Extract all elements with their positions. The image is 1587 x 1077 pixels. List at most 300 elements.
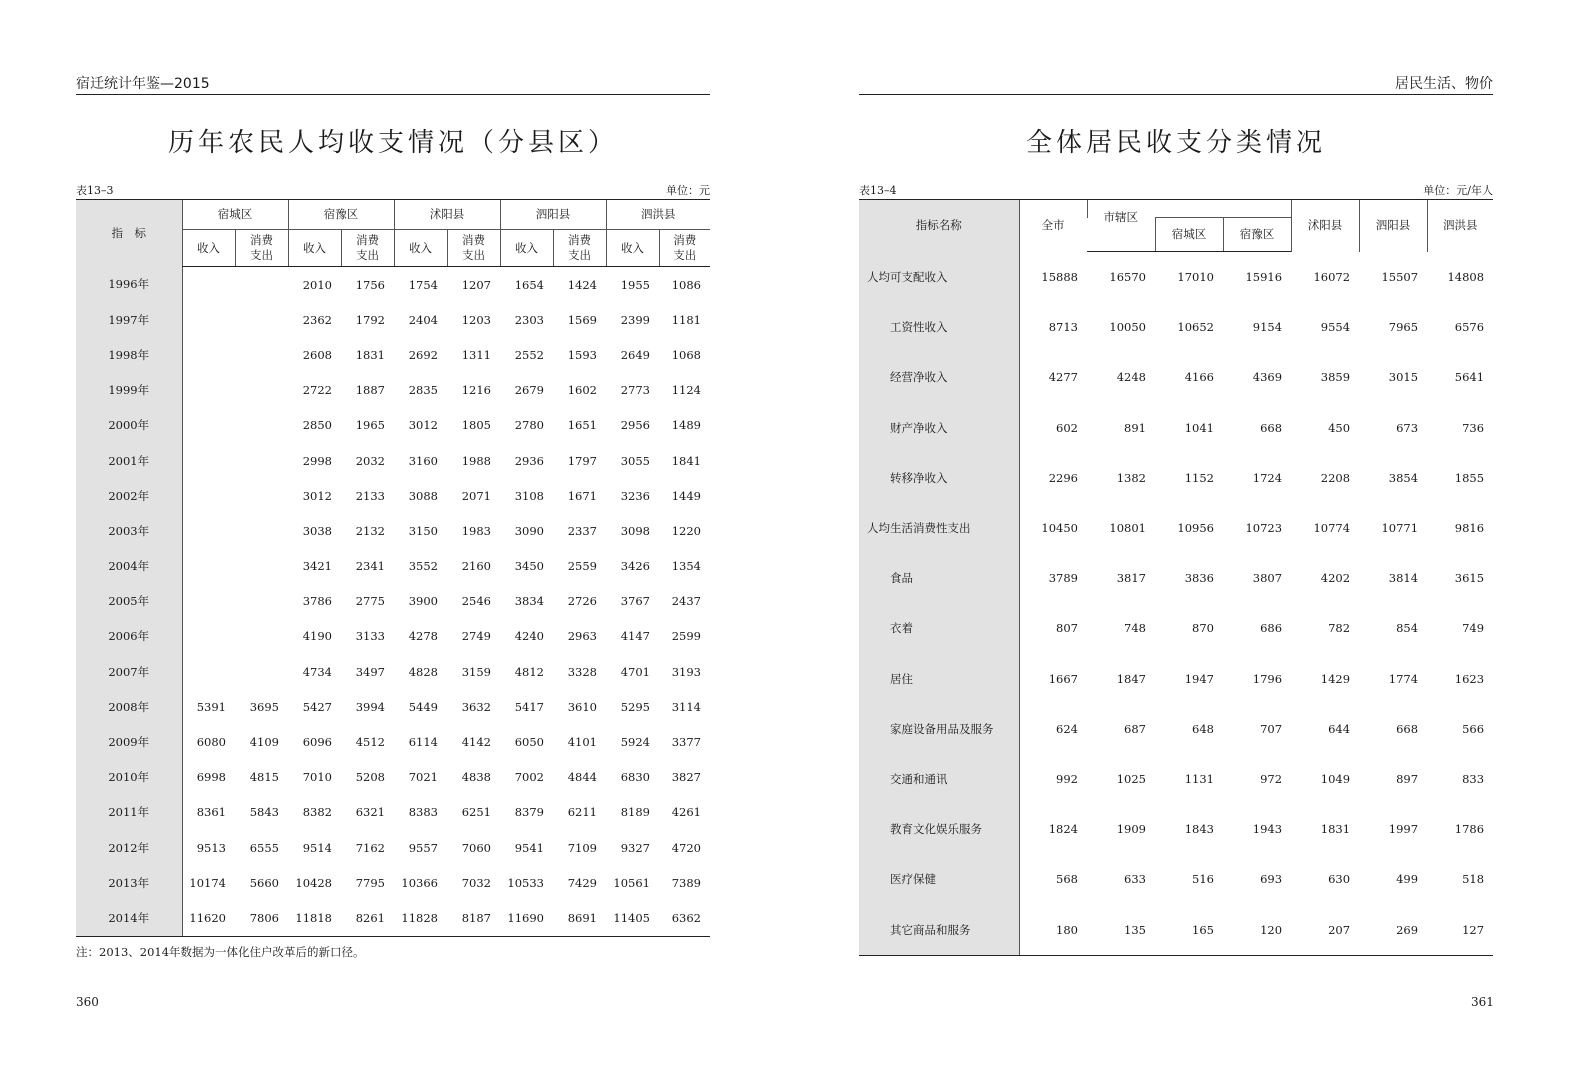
row-label-year: 1996年 (76, 267, 182, 303)
expense-cell: 3632 (461, 699, 491, 714)
expense-cell: 4720 (671, 840, 701, 855)
table-row (859, 403, 1493, 453)
header-rule (76, 94, 710, 95)
income-cell: 5417 (514, 699, 544, 714)
expense-cell: 1988 (461, 453, 491, 468)
income-cell: 5924 (620, 735, 650, 750)
expense-cell: 4142 (461, 735, 491, 750)
value-cell: 1796 (1252, 671, 1283, 686)
running-header: 宿迁统计年鉴—2015 (76, 76, 210, 92)
value-cell: 207 (1291, 904, 1359, 955)
value-cell: 633 (1124, 872, 1146, 887)
expense-cell: 3133 (355, 629, 385, 644)
income-cell: 3108 (514, 488, 544, 503)
table-number: 表13–4 (859, 184, 897, 197)
income-cell: 5295 (620, 699, 650, 714)
row-label-year: 2013年 (76, 865, 182, 900)
row-label-year: 2001年 (76, 443, 182, 478)
farmer-income-table (76, 199, 710, 937)
row-label-year: 2011年 (76, 795, 182, 830)
value-cell: 10450 (1041, 521, 1078, 536)
expense-cell: 6321 (355, 805, 385, 820)
value-cell: 736 (1462, 420, 1485, 435)
income-cell: 2362 (302, 312, 332, 327)
income-cell: 10366 (401, 875, 438, 890)
expense-cell: 3193 (671, 664, 701, 679)
income-cell: 8383 (408, 805, 438, 820)
table-row (859, 302, 1493, 352)
expense-cell (235, 619, 288, 654)
value-cell: 3789 (1048, 571, 1078, 586)
district-header: 宿豫区 (288, 200, 394, 230)
income-cell: 7021 (408, 770, 438, 785)
expense-cell: 7060 (461, 840, 491, 855)
value-cell: 7965 (1388, 320, 1419, 335)
expense-cell: 2071 (461, 488, 491, 503)
income-cell: 9514 (302, 840, 332, 855)
header-rule (859, 94, 1493, 95)
value-cell: 120 (1223, 904, 1291, 955)
income-cell: 3421 (302, 559, 332, 574)
income-cell: 2956 (620, 418, 650, 433)
income-cell: 8361 (196, 805, 226, 820)
expense-cell: 2337 (567, 523, 597, 538)
value-cell: 1049 (1320, 771, 1351, 786)
income-cell (182, 443, 235, 478)
expense-cell: 4261 (671, 805, 701, 820)
value-cell: 1843 (1184, 822, 1214, 837)
col-header-siyang: 泗阳县 (1359, 200, 1427, 252)
value-cell: 668 (1260, 420, 1283, 435)
income-cell: 4812 (514, 664, 544, 679)
income-cell: 3426 (620, 559, 650, 574)
expense-cell: 1887 (355, 383, 385, 398)
unit-label: 单位：元/年人 (1423, 184, 1493, 197)
table-row (859, 704, 1493, 754)
expense-cell: 1311 (461, 347, 491, 362)
income-cell (182, 619, 235, 654)
expense-cell: 7806 (235, 900, 288, 936)
expense-cell: 2341 (355, 559, 385, 574)
value-cell: 1786 (1454, 822, 1485, 837)
expense-cell: 7429 (567, 875, 597, 890)
value-cell: 10771 (1381, 521, 1419, 536)
expense-cell: 6555 (249, 840, 279, 855)
value-cell: 4248 (1116, 370, 1146, 385)
table-row (76, 337, 710, 372)
income-cell: 11690 (500, 900, 553, 936)
value-cell: 499 (1396, 872, 1419, 887)
value-cell: 10956 (1177, 521, 1214, 536)
value-cell: 992 (1056, 771, 1078, 786)
income-cell: 2773 (620, 383, 650, 398)
expense-cell: 6362 (659, 900, 710, 936)
expense-cell: 1602 (567, 383, 597, 398)
income-cell: 5427 (302, 699, 332, 714)
income-cell: 4278 (408, 629, 438, 644)
expense-cell: 4512 (355, 735, 385, 750)
expense-cell: 2559 (567, 559, 597, 574)
value-cell: 1774 (1388, 671, 1419, 686)
expense-cell (235, 337, 288, 372)
expense-cell: 3159 (461, 664, 491, 679)
row-label-indicator: 工资性收入 (859, 302, 1019, 352)
income-cell: 2679 (514, 383, 544, 398)
page-number: 360 (76, 995, 99, 1009)
expense-subheader: 消费支出 (447, 230, 500, 267)
value-cell: 3817 (1116, 571, 1146, 586)
col-header-sucheng: 宿城区 (1155, 218, 1223, 252)
income-cell: 5449 (408, 699, 438, 714)
table-row (859, 804, 1493, 854)
expense-subheader: 消费支出 (659, 230, 710, 267)
income-cell: 3834 (514, 594, 544, 609)
expense-cell: 1489 (671, 418, 701, 433)
expense-cell (235, 373, 288, 408)
table-row (76, 373, 710, 408)
income-cell: 1654 (514, 277, 544, 292)
income-subheader: 收入 (394, 230, 447, 267)
table-row (76, 760, 710, 795)
table-row (859, 854, 1493, 904)
income-cell (182, 408, 235, 443)
row-label-indicator: 转移净收入 (859, 453, 1019, 503)
income-cell: 2303 (514, 312, 544, 327)
expense-cell: 1805 (461, 418, 491, 433)
row-label-year: 2008年 (76, 689, 182, 724)
income-cell: 1754 (408, 277, 438, 292)
expense-cell: 1651 (567, 418, 597, 433)
expense-cell: 4838 (461, 770, 491, 785)
expense-cell: 1831 (355, 347, 385, 362)
value-cell: 668 (1396, 721, 1419, 736)
income-cell: 5391 (196, 699, 226, 714)
income-cell: 3236 (620, 488, 650, 503)
income-cell: 3088 (408, 488, 438, 503)
table-row (859, 654, 1493, 704)
income-cell: 9557 (408, 840, 438, 855)
expense-cell (235, 443, 288, 478)
income-cell: 2850 (302, 418, 332, 433)
value-cell: 749 (1462, 621, 1485, 636)
value-cell: 1855 (1454, 470, 1485, 485)
table-row (76, 619, 710, 654)
expense-cell: 2160 (461, 559, 491, 574)
expense-cell: 1086 (671, 277, 701, 292)
value-cell: 687 (1124, 721, 1146, 736)
income-cell: 3900 (408, 594, 438, 609)
expense-cell: 2032 (355, 453, 385, 468)
value-cell: 16570 (1109, 270, 1146, 285)
value-cell: 9816 (1454, 521, 1485, 536)
income-cell: 8379 (514, 805, 544, 820)
expense-cell: 1965 (355, 418, 385, 433)
expense-cell: 3827 (671, 770, 701, 785)
col-header-shuyang: 沭阳县 (1291, 200, 1359, 252)
income-cell (182, 267, 235, 303)
income-cell: 6096 (302, 735, 332, 750)
value-cell: 180 (1019, 904, 1087, 955)
value-cell: 1623 (1454, 671, 1485, 686)
row-label-indicator: 人均生活消费性支出 (859, 503, 1019, 553)
income-cell: 10561 (613, 875, 650, 890)
income-cell (182, 549, 235, 584)
expense-cell: 7109 (567, 840, 597, 855)
expense-cell: 3377 (671, 735, 701, 750)
value-cell: 9554 (1320, 320, 1351, 335)
row-label-year: 2005年 (76, 584, 182, 619)
income-cell (182, 584, 235, 619)
value-cell: 3015 (1388, 370, 1419, 385)
expense-cell: 8187 (447, 900, 500, 936)
income-subheader: 收入 (288, 230, 341, 267)
expense-cell: 1181 (671, 312, 701, 327)
value-cell: 1429 (1320, 671, 1351, 686)
table-row (76, 443, 710, 478)
expense-cell: 4844 (567, 770, 597, 785)
col-header-urban: 市辖区 (1087, 200, 1291, 218)
value-cell: 854 (1396, 621, 1419, 636)
table-row (76, 408, 710, 443)
income-cell: 7002 (514, 770, 544, 785)
value-cell: 1997 (1388, 822, 1419, 837)
value-cell: 3836 (1184, 571, 1214, 586)
income-cell: 6080 (196, 735, 226, 750)
expense-cell: 4109 (249, 735, 279, 750)
table-row (859, 553, 1493, 603)
value-cell: 450 (1328, 420, 1351, 435)
expense-cell (235, 513, 288, 548)
table-row (76, 267, 710, 303)
income-cell (182, 337, 235, 372)
expense-cell: 1449 (671, 488, 701, 503)
table-row (76, 584, 710, 619)
expense-cell: 3114 (671, 699, 701, 714)
table-row (859, 352, 1493, 402)
row-label-year: 2000年 (76, 408, 182, 443)
table-row (76, 549, 710, 584)
income-cell: 3055 (620, 453, 650, 468)
value-cell: 15507 (1381, 269, 1419, 284)
row-label-indicator: 教育文化娱乐服务 (859, 804, 1019, 854)
value-cell: 135 (1087, 904, 1155, 955)
col-header-city: 全市 (1019, 200, 1087, 252)
value-cell: 1909 (1116, 822, 1146, 837)
table-row (76, 865, 710, 900)
income-cell: 11818 (288, 900, 341, 936)
row-label-year: 2010年 (76, 760, 182, 795)
table-row (76, 478, 710, 513)
row-label-indicator: 居住 (859, 654, 1019, 704)
value-cell: 14808 (1447, 269, 1485, 284)
value-cell: 10801 (1109, 521, 1146, 536)
income-cell: 2835 (408, 383, 438, 398)
income-cell: 3098 (620, 523, 650, 538)
expense-cell (235, 549, 288, 584)
value-cell: 624 (1056, 721, 1078, 736)
col-header-sihong: 泗洪县 (1427, 200, 1493, 252)
expense-cell: 2749 (461, 629, 491, 644)
income-cell: 2399 (620, 312, 650, 327)
table-row (859, 603, 1493, 653)
value-cell: 897 (1396, 771, 1419, 786)
expense-cell: 1216 (461, 383, 491, 398)
income-cell: 11620 (182, 900, 235, 936)
income-cell: 2692 (408, 347, 438, 362)
value-cell: 972 (1260, 771, 1283, 786)
income-cell: 4240 (514, 629, 544, 644)
income-cell: 3160 (408, 453, 438, 468)
value-cell: 3859 (1320, 370, 1351, 385)
expense-cell (235, 584, 288, 619)
expense-cell: 8261 (341, 900, 394, 936)
income-cell: 4701 (620, 664, 650, 679)
expense-cell: 6251 (461, 805, 491, 820)
value-cell: 516 (1192, 872, 1214, 887)
income-cell: 3786 (302, 594, 332, 609)
expense-cell: 1756 (355, 277, 385, 292)
right-page (790, 0, 1587, 1077)
expense-cell: 4815 (249, 770, 279, 785)
value-cell: 748 (1124, 621, 1146, 636)
income-cell: 3012 (302, 488, 332, 503)
expense-cell: 8691 (553, 900, 606, 936)
value-cell: 566 (1462, 721, 1485, 736)
income-cell: 7010 (302, 770, 332, 785)
value-cell: 693 (1260, 872, 1283, 887)
expense-cell (235, 408, 288, 443)
expense-cell: 1424 (567, 277, 597, 292)
expense-cell: 2726 (567, 594, 597, 609)
expense-cell: 4101 (567, 735, 597, 750)
expense-cell: 1841 (671, 453, 701, 468)
value-cell: 673 (1396, 420, 1419, 435)
expense-cell: 6211 (567, 805, 597, 820)
value-cell: 1831 (1320, 822, 1351, 837)
income-cell: 3038 (302, 523, 332, 538)
expense-cell: 1792 (355, 312, 385, 327)
income-cell: 2649 (620, 347, 650, 362)
expense-cell: 1354 (671, 559, 701, 574)
income-cell: 3150 (408, 523, 438, 538)
stub-header: 指标名称 (859, 200, 1019, 252)
income-cell: 8189 (620, 805, 650, 820)
income-cell: 3450 (514, 559, 544, 574)
page-number: 361 (1471, 995, 1494, 1009)
expense-cell (235, 302, 288, 337)
table-row (859, 453, 1493, 503)
income-cell (182, 654, 235, 689)
income-cell: 2010 (302, 277, 332, 292)
value-cell: 630 (1328, 872, 1351, 887)
value-cell: 602 (1056, 420, 1078, 435)
value-cell: 891 (1124, 420, 1146, 435)
value-cell: 1667 (1048, 671, 1078, 686)
value-cell: 870 (1192, 621, 1214, 636)
income-subheader: 收入 (182, 230, 235, 267)
value-cell: 644 (1328, 721, 1351, 736)
value-cell: 1382 (1116, 470, 1146, 485)
value-cell: 10723 (1245, 521, 1283, 536)
value-cell: 1824 (1048, 822, 1078, 837)
table-row (76, 900, 710, 936)
income-cell: 6050 (514, 735, 544, 750)
expense-cell (235, 478, 288, 513)
value-cell: 3807 (1252, 571, 1283, 586)
value-cell: 6576 (1454, 320, 1485, 335)
value-cell: 1025 (1116, 771, 1146, 786)
expense-cell: 2132 (355, 523, 385, 538)
value-cell: 1131 (1184, 771, 1214, 786)
income-cell: 3090 (514, 523, 544, 538)
value-cell: 3615 (1454, 571, 1485, 586)
row-label-year: 2002年 (76, 478, 182, 513)
value-cell: 8713 (1048, 320, 1078, 335)
expense-cell: 7162 (355, 840, 385, 855)
income-cell: 6998 (196, 770, 226, 785)
value-cell: 16072 (1313, 269, 1351, 284)
value-cell: 10774 (1313, 521, 1351, 536)
expense-cell: 3695 (249, 699, 279, 714)
expense-cell: 1068 (671, 347, 701, 362)
expense-subheader: 消费支出 (235, 230, 288, 267)
expense-subheader: 消费支出 (341, 230, 394, 267)
income-cell: 4734 (302, 664, 332, 679)
income-cell: 3012 (408, 418, 438, 433)
income-cell: 2780 (514, 418, 544, 433)
table-number: 表13–3 (76, 184, 114, 197)
district-header: 沭阳县 (394, 200, 500, 230)
value-cell: 4369 (1252, 370, 1283, 385)
income-cell: 4147 (620, 629, 650, 644)
row-label-indicator: 经营净收入 (859, 352, 1019, 402)
income-cell: 6114 (408, 735, 438, 750)
expense-cell: 1203 (461, 312, 491, 327)
income-cell: 4828 (408, 664, 438, 679)
table-row (76, 302, 710, 337)
page-title: 历年农民人均收支情况（分县区） (167, 128, 618, 158)
expense-cell: 7032 (461, 875, 491, 890)
value-cell: 269 (1359, 904, 1427, 955)
table-note: 注：2013、2014年数据为一体化住户改革后的新口径。 (76, 945, 365, 959)
left-page (0, 0, 790, 1077)
value-cell: 4166 (1184, 370, 1214, 385)
expense-cell: 1124 (671, 383, 701, 398)
expense-subheader: 消费支出 (553, 230, 606, 267)
income-cell: 3552 (408, 559, 438, 574)
value-cell: 3854 (1388, 470, 1419, 485)
stub-header: 指 标 (76, 200, 182, 267)
value-cell: 782 (1328, 621, 1351, 636)
income-cell (182, 478, 235, 513)
value-cell: 2208 (1320, 470, 1351, 485)
expense-cell: 1593 (567, 347, 597, 362)
income-subheader: 收入 (500, 230, 553, 267)
row-label-year: 2006年 (76, 619, 182, 654)
income-cell: 6830 (620, 770, 650, 785)
table-row (76, 795, 710, 830)
row-label-year: 2014年 (76, 900, 182, 936)
value-cell: 15888 (1041, 269, 1078, 284)
income-cell: 2404 (408, 312, 438, 327)
table-row (76, 830, 710, 865)
table-row (76, 689, 710, 724)
expense-cell (235, 267, 288, 303)
value-cell: 10050 (1109, 320, 1146, 335)
expense-cell: 3497 (355, 664, 385, 679)
value-cell: 4277 (1048, 370, 1078, 385)
col-header-suyu: 宿豫区 (1223, 218, 1291, 252)
